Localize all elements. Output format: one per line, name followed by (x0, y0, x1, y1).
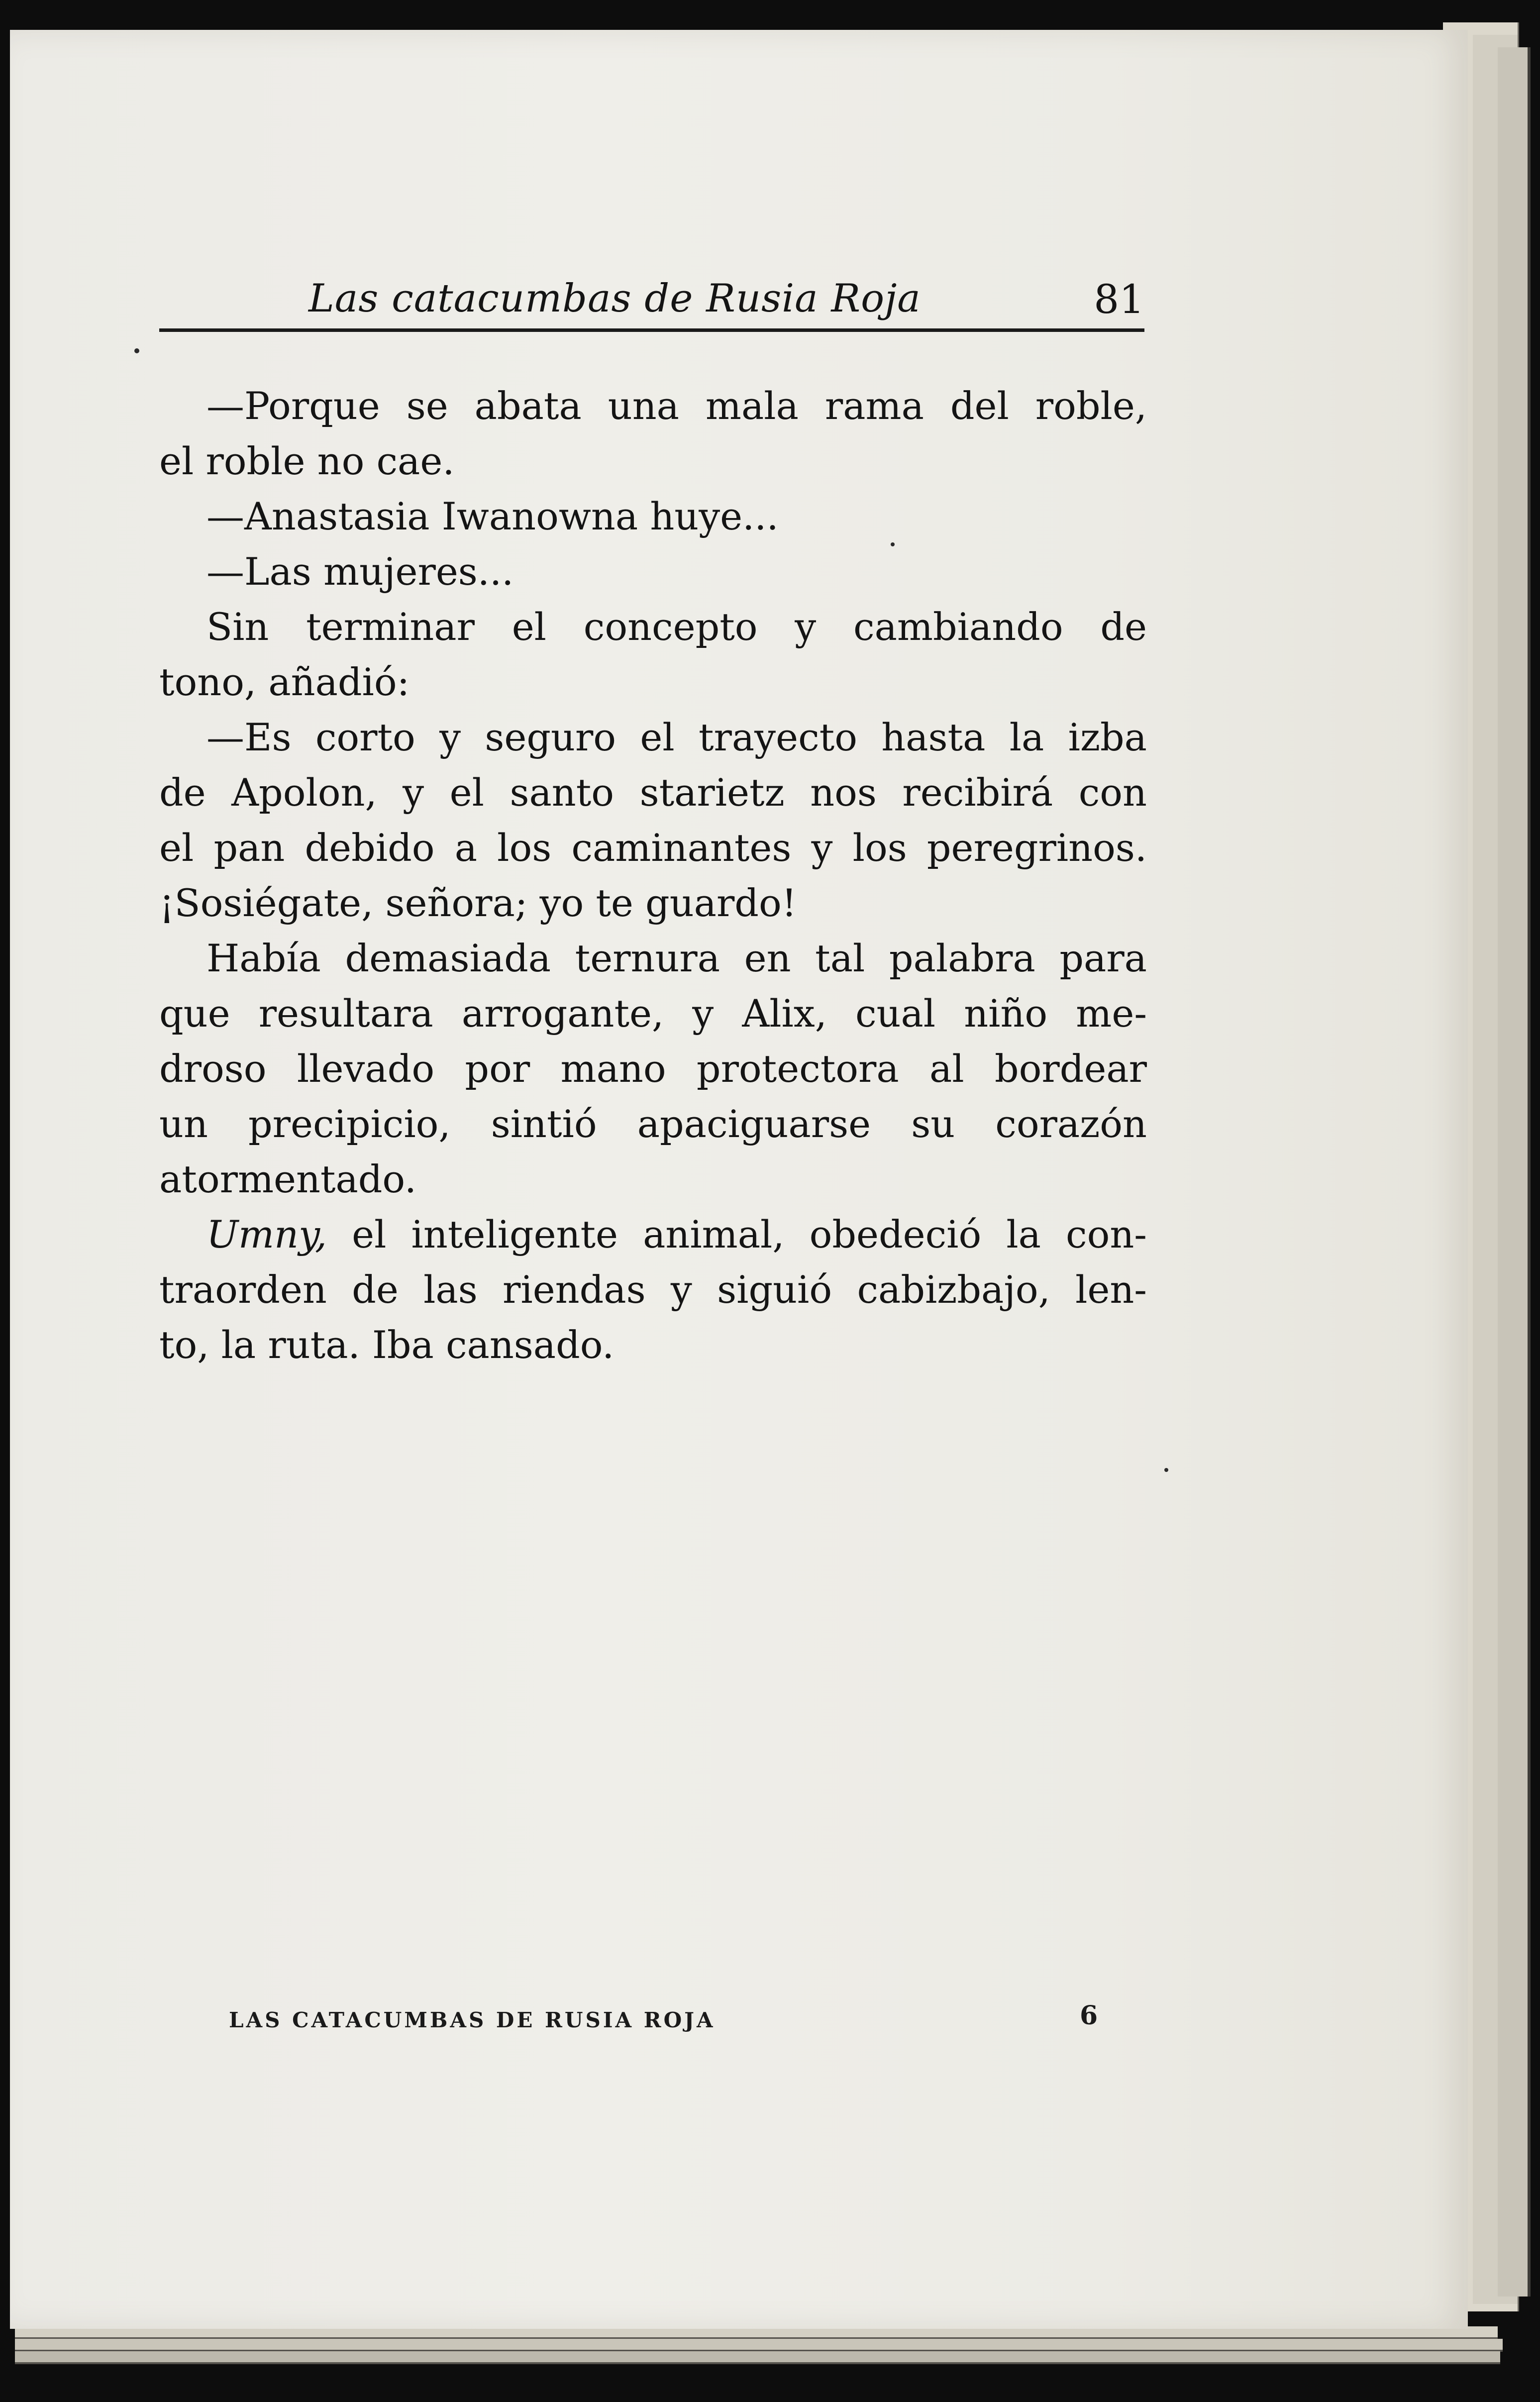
text-line-rest: el inteligente animal, obedeció la con- (327, 1212, 1147, 1256)
ink-speck (134, 348, 139, 353)
page-number: 81 (1094, 276, 1144, 322)
printer-signature-number: 6 (1080, 2000, 1098, 2031)
text-line (159, 1207, 1147, 1262)
text-line: —Porque se abata una mala rama del roble, (206, 384, 1147, 428)
text-line: —Las mujeres... (206, 549, 514, 594)
printer-signature-text: LAS CATACUMBAS DE RUSIA ROJA (229, 2008, 716, 2032)
body-text (159, 378, 1147, 1372)
page-bottom-edge (15, 2351, 1500, 2364)
text-line: Había demasiada ternura en tal palabra para (206, 936, 1147, 980)
text-line: —Anastasia Iwanowna huye... (206, 494, 779, 538)
text-line: to, la ruta. Iba cansado. (159, 1323, 615, 1367)
text-line: que resultara arrogante, y Alix, cual niño me- (159, 991, 1147, 1036)
page-edge (1498, 47, 1531, 2297)
text-line: atormentado. (159, 1157, 417, 1201)
running-head-title: Las catacumbas de Rusia Roja (308, 276, 921, 321)
text-line: tono, añadió: (159, 660, 410, 704)
running-head (159, 254, 1144, 332)
text-line: ¡Sosiégate, señora; yo te guardo! (159, 881, 797, 925)
text-line: un precipicio, sintió apaciguarse su corazón (159, 1102, 1147, 1146)
ink-speck (1164, 1468, 1168, 1472)
text-line: Sin terminar el concepto y cambiando de (206, 605, 1147, 649)
text-line: el roble no cae. (159, 439, 455, 483)
book-page (10, 30, 1468, 2329)
text-line: de Apolon, y el santo starietz nos recibirá con (159, 770, 1147, 815)
page-bottom-edge (15, 2339, 1503, 2352)
ink-speck (891, 542, 895, 546)
text-line: droso llevado por mano protectora al bordear (159, 1046, 1147, 1091)
text-line: el pan debido a los caminantes y los peregrinos. (159, 826, 1147, 870)
text-line: —Es corto y seguro el trayecto hasta la izba (206, 715, 1147, 759)
text-line: traorden de las riendas y siguió cabizbajo, len- (159, 1267, 1147, 1312)
horse-name: Umny, (206, 1212, 327, 1256)
